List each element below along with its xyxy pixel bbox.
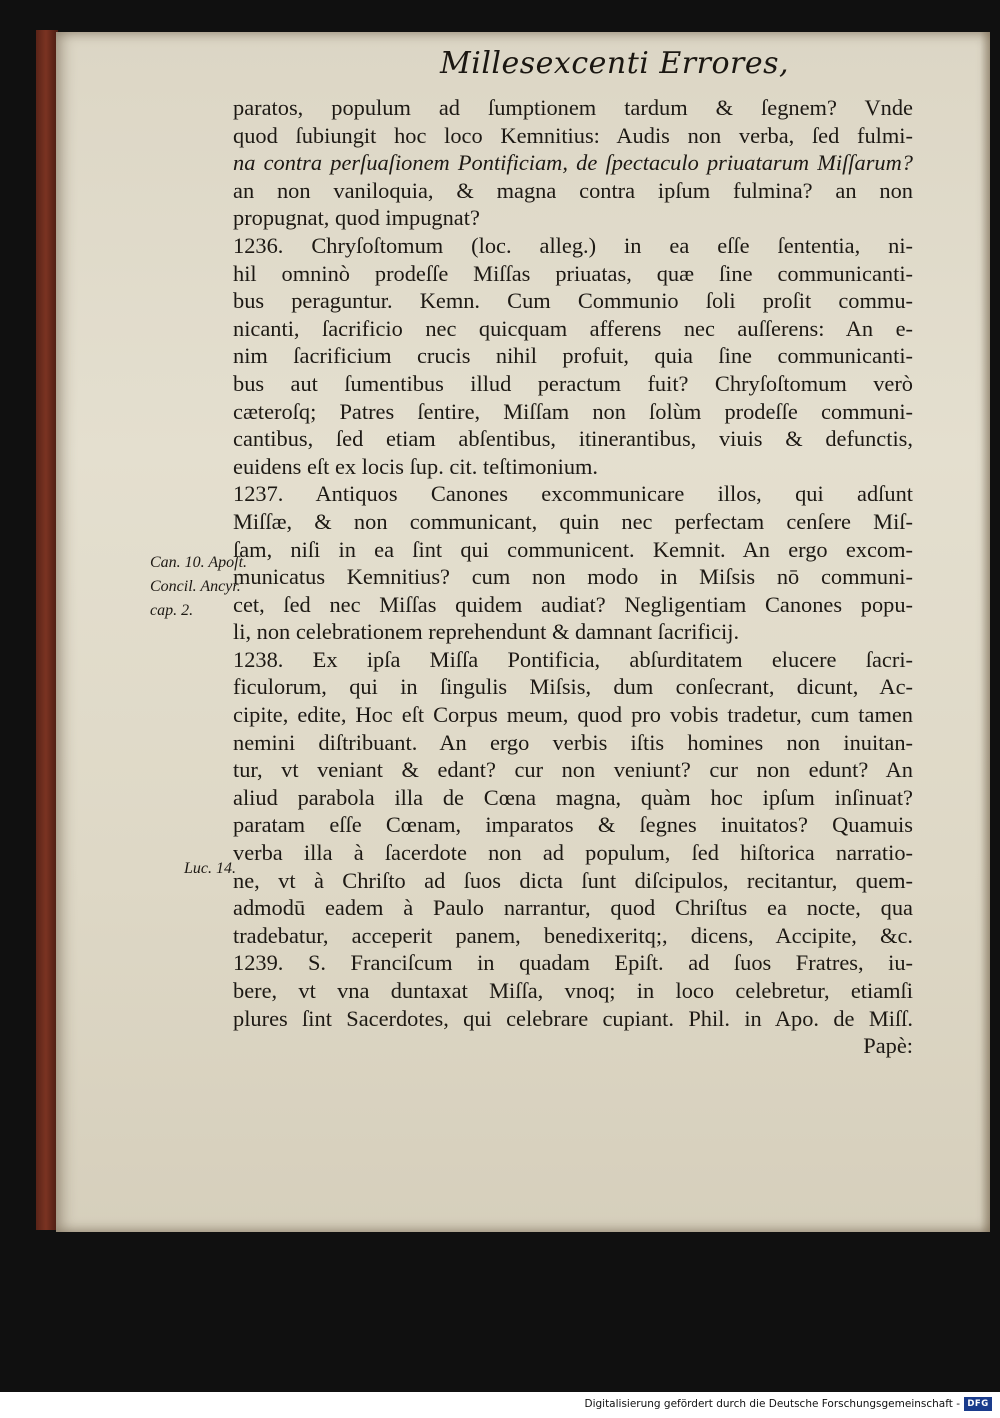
running-head: Millesexcenti Errores, (440, 46, 790, 81)
margin-note: Can. 10. Apoſt. (150, 554, 248, 571)
text-line: nicanti, ſacrificio nec quicquam afferens nec auſſerens: An e- (233, 315, 913, 341)
margin-note: Luc. 14. (184, 860, 236, 877)
text-line: euidens eſt ex locis ſup. cit. teſtimonium. (233, 453, 599, 479)
text-line: ſam, niſi in ea ſint qui communicent. Kemnit. An ergo excom- (233, 536, 913, 562)
text-line: quod ſubiungit hoc loco Kemnitius: Audis non verba, ſed fulmi- (233, 122, 913, 148)
text-line: 1238. Ex ipſa Miſſa Pontificia, abſurditatem elucere ſacri- (233, 646, 913, 672)
dfg-logo-icon: DFG (964, 1397, 992, 1411)
text-line: li, non celebrationem reprehendunt & damnant ſacrificij. (233, 619, 740, 645)
text-line: nemini diſtribuant. An ergo verbis iſtis homines non inuitan- (233, 729, 913, 755)
funding-credit: Digitalisierung gefördert durch die Deutsche Forschungsgemeinschaft - (584, 1398, 960, 1410)
text-line: hil omninò prodeſſe Miſſas priuatas, quæ ſine communicanti- (233, 260, 913, 286)
text-line: paratos, populum ad ſumptionem tardum & ſegnem? Vnde (233, 95, 913, 120)
text-line: bere, vt vna duntaxat Miſſa, vnoq; in loco celebretur, etiamſi (233, 978, 913, 1003)
text-line: cæteroſq; Patres ſentire, Miſſam non ſolùm prodeſſe communi- (233, 398, 913, 424)
text-line: tur, vt veniant & edant? cur non veniunt? cur non edunt? An (233, 757, 913, 783)
text-line: 1237. Antiquos Canones excommunicare illos, qui adſunt (233, 481, 913, 507)
text-line: municatus Kemnitius? cum non modo in Miſsis nō communi- (233, 564, 913, 590)
text-line: propugnat, quod impugnat? (233, 205, 480, 231)
footer-bar (0, 1392, 1000, 1418)
text-line: aliud parabola illa de Cœna magna, quàm hoc ipſum inſinuat? (233, 784, 913, 810)
text-line: an non vaniloquia, & magna contra ipſum fulmina? an non (233, 177, 913, 203)
page-edge (980, 32, 990, 1232)
text-line: admodū eadem à Paulo narrantur, quod Chriſtus ea nocte, qua (233, 895, 913, 921)
catchword: Papè: (863, 1033, 913, 1059)
margin-note: cap. 2. (150, 602, 194, 619)
text-line: verba illa à ſacerdote non ad populum, ſed hiſtorica narratio- (233, 840, 913, 866)
text-line: nim ſacrificium crucis nihil profuit, quia ſine communicanti- (233, 343, 913, 369)
text-line: ne, vt à Chriſto ad ſuos dicta ſunt diſcipulos, recitantur, quem- (233, 867, 913, 893)
text-line: tradebatur, acceperit panem, benedixeritq;, dicens, Accipite, &c. (233, 922, 913, 948)
text-line: cantibus, ſed etiam abſentibus, itinerantibus, viuis & defunctis, (233, 426, 913, 452)
text-line: cipite, edite, Hoc eſt Corpus meum, quod pro vobis tradetur, cum tamen (233, 702, 913, 728)
text-line: bus peraguntur. Kemn. Cum Communio ſoli proſit commu- (233, 288, 913, 314)
text-line: paratam eſſe Cœnam, imparatos & ſegnes inuitatos? Quamuis (233, 812, 913, 838)
text-line: bus aut ſumentibus illud peractum fuit? Chryſoſtomum verò (233, 370, 913, 396)
margin-note: Concil. Ancyr. (150, 578, 241, 595)
text-line: 1236. Chryſoſtomum (loc. alleg.) in ea eſſe ſententia, ni- (233, 232, 913, 258)
text-line: cet, ſed nec Miſſas quidem audiat? Negligentiam Canones popu- (233, 591, 913, 617)
text-line: plures ſint Sacerdotes, qui celebrare cupiant. Phil. in Apo. de Miſſ. (233, 1005, 913, 1031)
body-text (233, 94, 913, 1060)
book-spine (36, 30, 58, 1230)
text-line: Miſſæ, & non communicant, quin nec perfectam cenſere Miſ- (233, 508, 913, 534)
text-line: ficulorum, qui in ſingulis Miſsis, dum conſecrant, dicunt, Ac- (233, 674, 913, 700)
text-line: na contra perſuaſionem Pontificiam, de ſpectaculo priuatarum Miſſarum? (233, 150, 913, 176)
text-line: 1239. S. Franciſcum in quadam Epiſt. ad ſuos Fratres, iu- (233, 950, 913, 976)
